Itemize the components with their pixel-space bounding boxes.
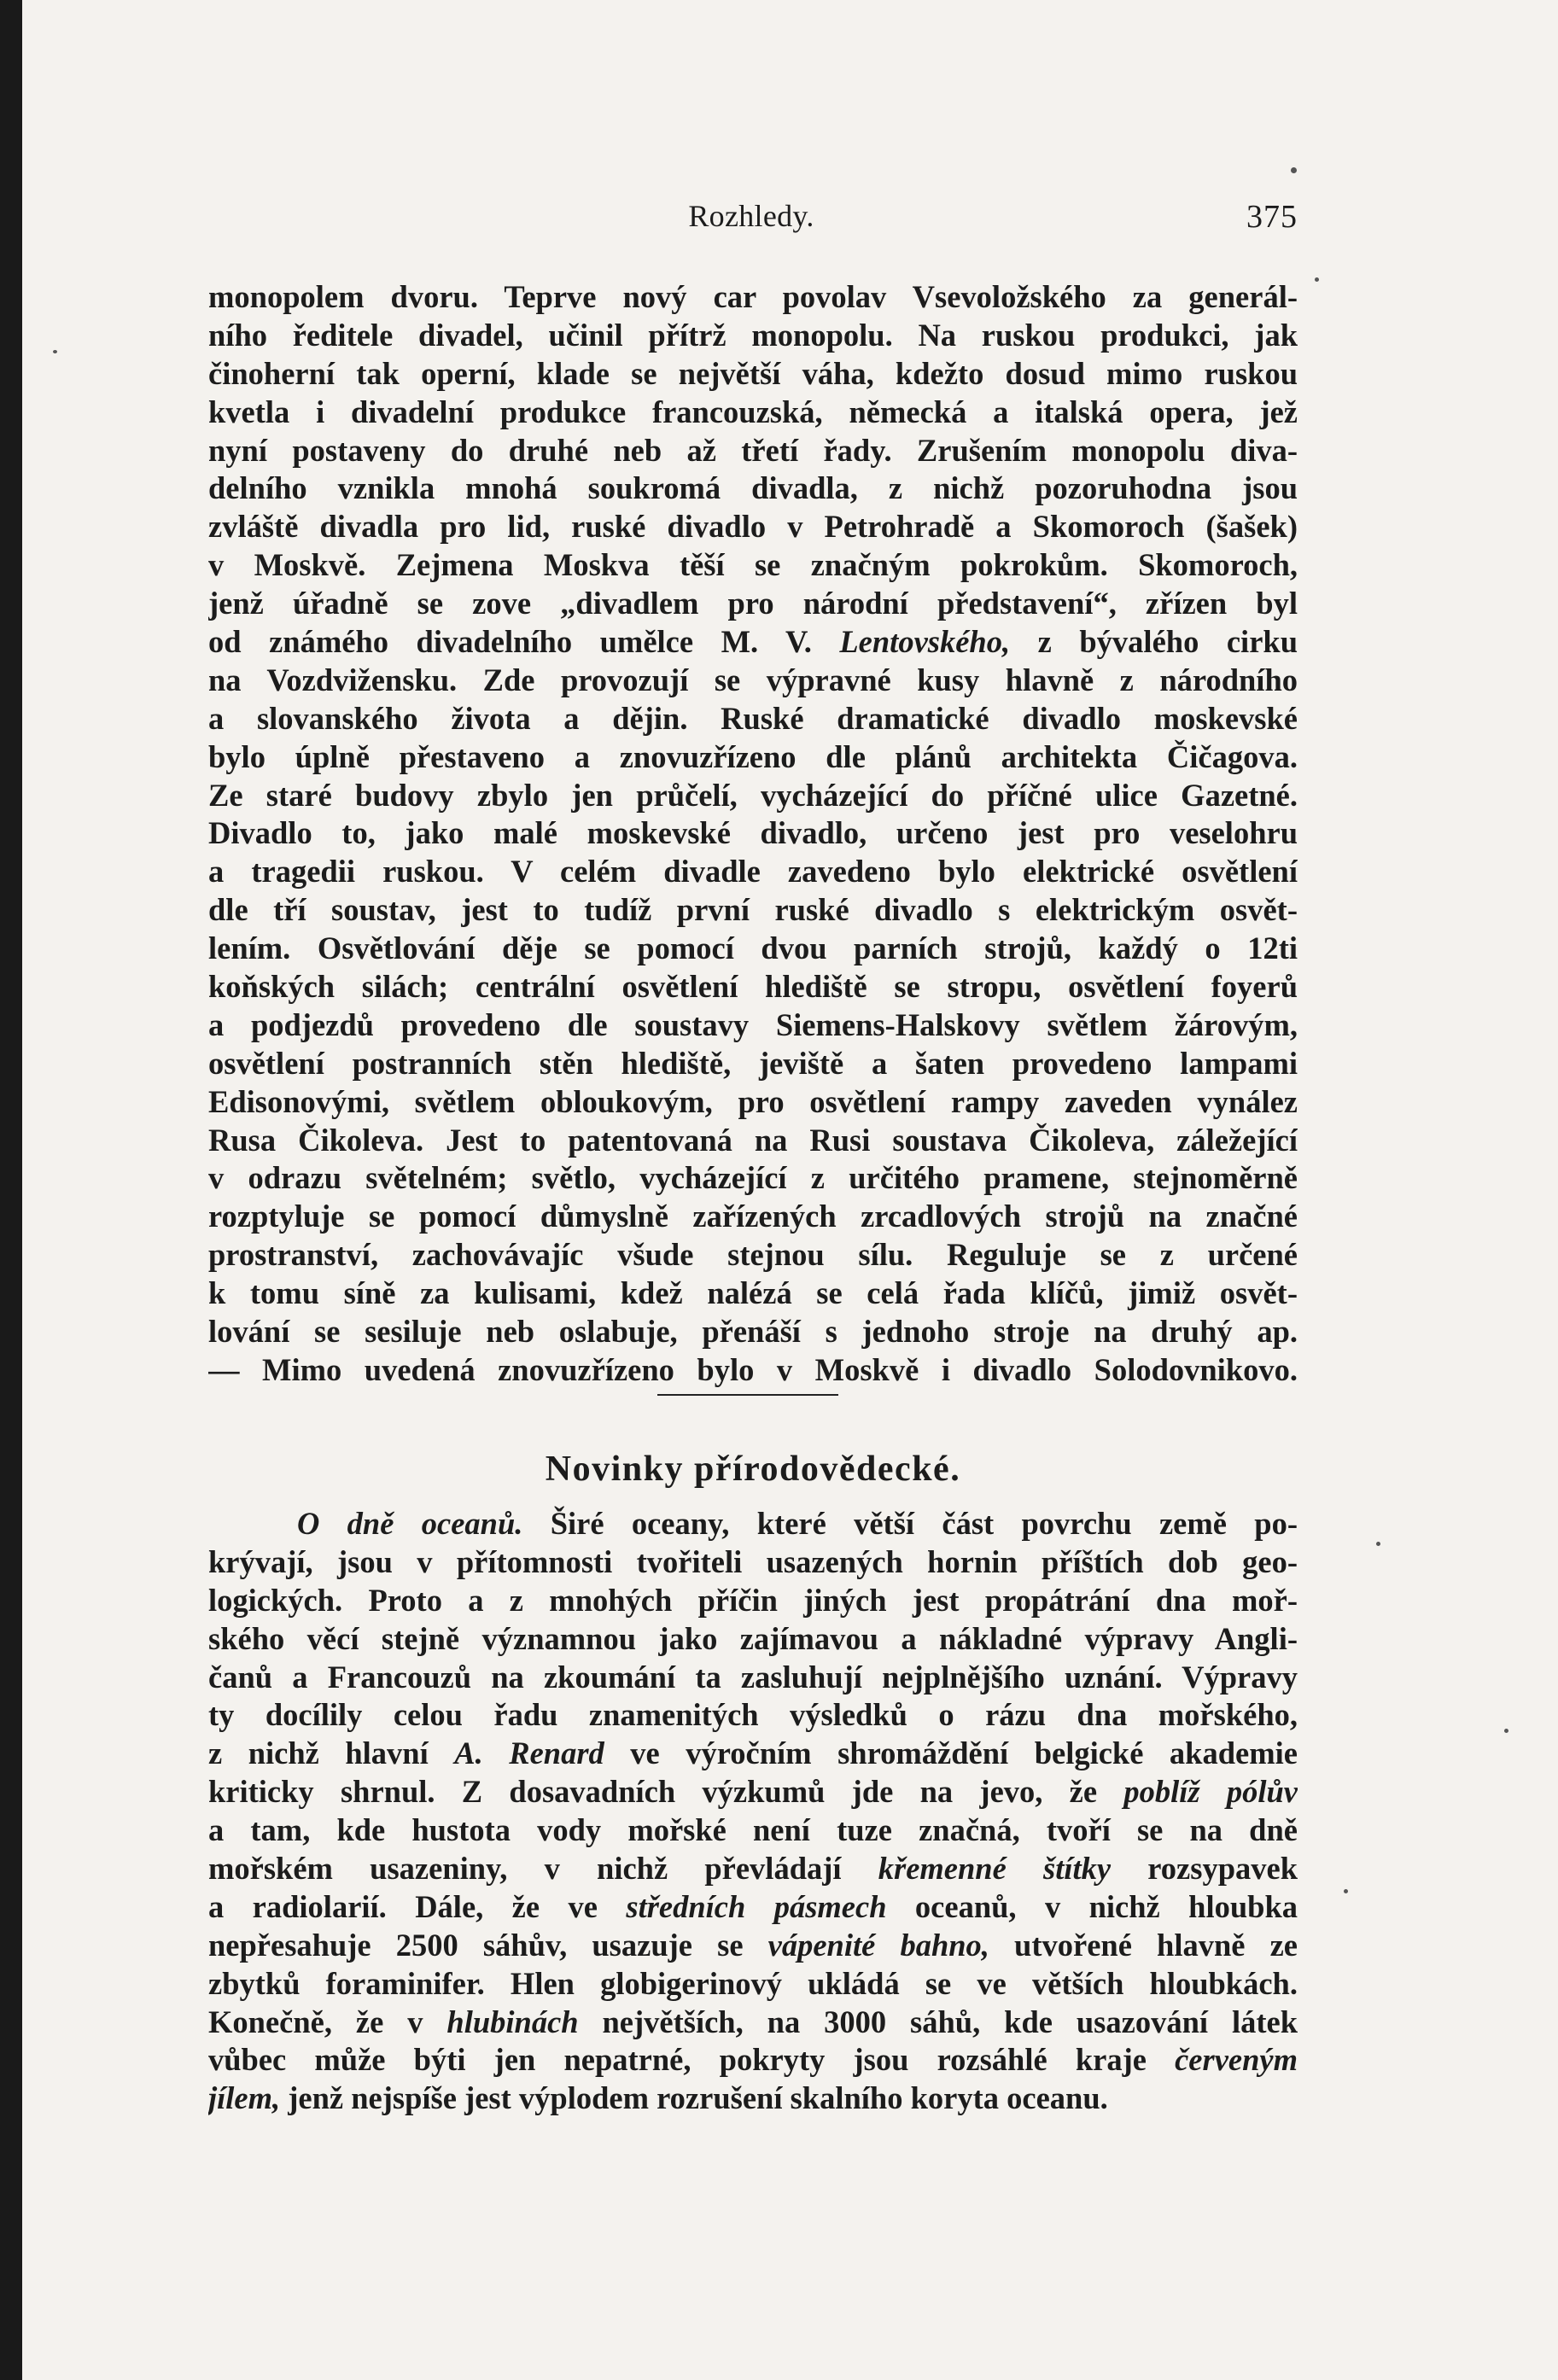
text-run: jenž nejspíše jest výplodem rozrušení skalního koryta oceanu. [280,2080,1108,2116]
text-run: od známého divadelního umělce M. V. [208,624,840,660]
text-line: dle tří soustav, jest to tudíž první ruské divadlo s elektrickým osvět- [208,892,1298,928]
text-line [208,623,1298,662]
text-run: z nichž hlavní [208,1735,455,1771]
text-line: a tam, kde hustota vody mořské není tuze značná, tvoří se na dně [208,1812,1298,1848]
text-line: Edisonovými, světlem obloukovým, pro osvětlení rampy zaveden vynález [208,1083,1298,1119]
text-line [208,1850,1298,1888]
text-line: lování se sesiluje neb oslabuje, přenáší s jednoho stroje na druhý ap. [208,1314,1298,1350]
paragraph-lead: O dně oceanů. [297,1506,523,1541]
text-line [208,2080,1298,2118]
text-line: kvetla i divadelní produkce francouzská, německá a italská opera, jež [208,394,1298,429]
text-line: osvětlení postranních stěn hlediště, jeviště a šaten provedeno lampami [208,1045,1298,1081]
scan-speck [1344,1889,1348,1893]
text-run: kriticky shrnul. Z dosavadních výzkumů jde na jevo, že [208,1774,1124,1810]
running-title: Rozhledy. [688,199,814,233]
text-line: zbytků foraminifer. Hlen globigerinový ukládá se ve větších hloubkách. [208,1965,1298,2001]
text-run: Širé oceany, které větší část povrchu země po- [522,1506,1298,1541]
text-line: jenž úřadně se zove „divadlem pro národní představení“, zřízen byl [208,586,1298,621]
text-line: a tragedii ruskou. V celém divadle zavedeno bylo elektrické osvětlení [208,854,1298,890]
text-line: v odrazu světelném; světlo, vycházející z určitého pramene, stejnoměrně [208,1160,1298,1196]
text-line [208,1927,1298,1965]
text-line: monopolem dvoru. Teprve nový car povolav Vsevoložského za generál- [208,279,1298,314]
text-line [208,1505,1298,1543]
text-line [208,1888,1298,1927]
scan-speck [1291,167,1297,173]
italic-term: hlubinách [446,2004,579,2039]
scan-speck [1376,1542,1380,1546]
text-line: činoherní tak operní, klade se největší váha, kdežto dosud mimo ruskou [208,355,1298,391]
text-line: zvláště divadla pro lid, ruské divadlo v Petrohradě a Skomoroch (šašek) [208,509,1298,545]
text-line: k tomu síně za kulisami, kdež nalézá se celá řada klíčů, jimiž osvět- [208,1275,1298,1311]
text-run: Konečně, že v [208,2004,447,2039]
text-line: koňských silách; centrální osvětlení hlediště se stropu, osvětlení foyerů [208,969,1298,1005]
text-line [208,1773,1298,1811]
scan-left-edge [0,0,22,2380]
text-line: — Mimo uvedená znovuzřízeno bylo v Moskvě i divadlo Solodovnikovo. [208,1351,1298,1387]
italic-term: vápenité bahno, [767,1927,989,1963]
text-line: lením. Osvětlování děje se pomocí dvou parních strojů, každý o 12ti [208,930,1298,966]
paragraph-theatre [208,278,1298,1390]
text-line: ského věcí stejně významnou jako zajímavou a nákladné výpravy Angli- [208,1620,1298,1656]
italic-term: křemenné štítky [878,1851,1112,1887]
text-line: Divadlo to, jako malé moskevské divadlo, určeno jest pro veselohru [208,815,1298,851]
page-header [205,198,1298,241]
text-run: nepřesahuje 2500 sáhův, usazuje se [208,1927,768,1963]
section-divider [657,1394,838,1396]
text-line: ty docílily celou řadu znamenitých výsledků o rázu dna mořského, [208,1697,1298,1733]
text-line: čanů a Francouzů na zkoumání ta zasluhují nejplnějšího uznání. Výpravy [208,1659,1298,1695]
italic-term: jílem, [208,2080,281,2116]
text-line: na Vozdvižensku. Zde provozují se výpravné kusy hlavně z národního [208,662,1298,697]
italic-term: červeným [1175,2042,1298,2078]
text-line [208,2004,1298,2042]
italic-term: středních pásmech [626,1888,887,1924]
text-run: oceanů, v nichž hloubka [886,1888,1298,1924]
italic-name-lentovsky: Lentovského, [839,624,1011,660]
text-run: vůbec může býti jen nepatrné, pokryty jsou rozsáhlé kraje [208,2042,1176,2078]
text-run: mořském usazeniny, v nichž převládají [208,1851,878,1887]
text-line: Rusa Čikoleva. Jest to patentovaná na Rusi soustava Čikoleva, záležející [208,1122,1298,1158]
text-run: rozsypavek [1111,1851,1298,1887]
text-run: z bývalého cirku [1010,624,1298,660]
text-line: krývají, jsou v přítomnosti tvořiteli usazených hornin příštích dob geo- [208,1543,1298,1579]
text-line [208,2041,1298,2080]
text-run: a radiolarií. Dále, že ve [208,1888,627,1924]
italic-term: poblíž pólův [1123,1774,1298,1810]
text-line: Ze staré budovy zbylo jen průčelí, vycházející do příčné ulice Gazetné. [208,777,1298,813]
page-number: 375 [1246,199,1298,235]
paragraph-ocean-floor [208,1505,1298,2118]
text-line: prostranství, zachovávajíc všude stejnou sílu. Reguluje se z určené [208,1237,1298,1273]
text-line: a slovanského života a dějin. Ruské dramatické divadlo moskevské [208,700,1298,736]
text-line: a podjezdů provedeno dle soustavy Siemens-Halskovy světlem žárovým, [208,1006,1298,1042]
scan-speck [1504,1729,1508,1733]
scan-speck [53,350,57,353]
section-title: Novinky přírodovědecké. [545,1450,961,1489]
text-line: nyní postaveny do druhé neb až třetí řady. Zrušením monopolu diva- [208,432,1298,468]
text-line: rozptyluje se pomocí důmyslně zařízených zrcadlových strojů na značné [208,1199,1298,1234]
text-line: delního vznikla mnohá soukromá divadla, z nichž pozoruhodna jsou [208,470,1298,506]
text-line: bylo úplně přestaveno a znovuzřízeno dle plánů architekta Čičagova. [208,738,1298,774]
text-line: ního ředitele divadel, učinil přítrž monopolu. Na ruskou produkci, jak [208,317,1298,353]
text-run: utvořené hlavně ze [989,1927,1298,1963]
text-run: ve výročním shromáždění belgické akademie [604,1735,1298,1771]
scan-speck [1315,277,1319,282]
italic-name-renard: A. Renard [454,1735,604,1771]
text-line [208,1735,1298,1773]
text-line: v Moskvě. Zejmena Moskva těší se značným pokrokům. Skomoroch, [208,547,1298,583]
text-run: největších, na 3000 sáhů, kde usazování látek [578,2004,1298,2039]
text-line: logických. Proto a z mnohých příčin jiných jest propátrání dna moř- [208,1582,1298,1618]
